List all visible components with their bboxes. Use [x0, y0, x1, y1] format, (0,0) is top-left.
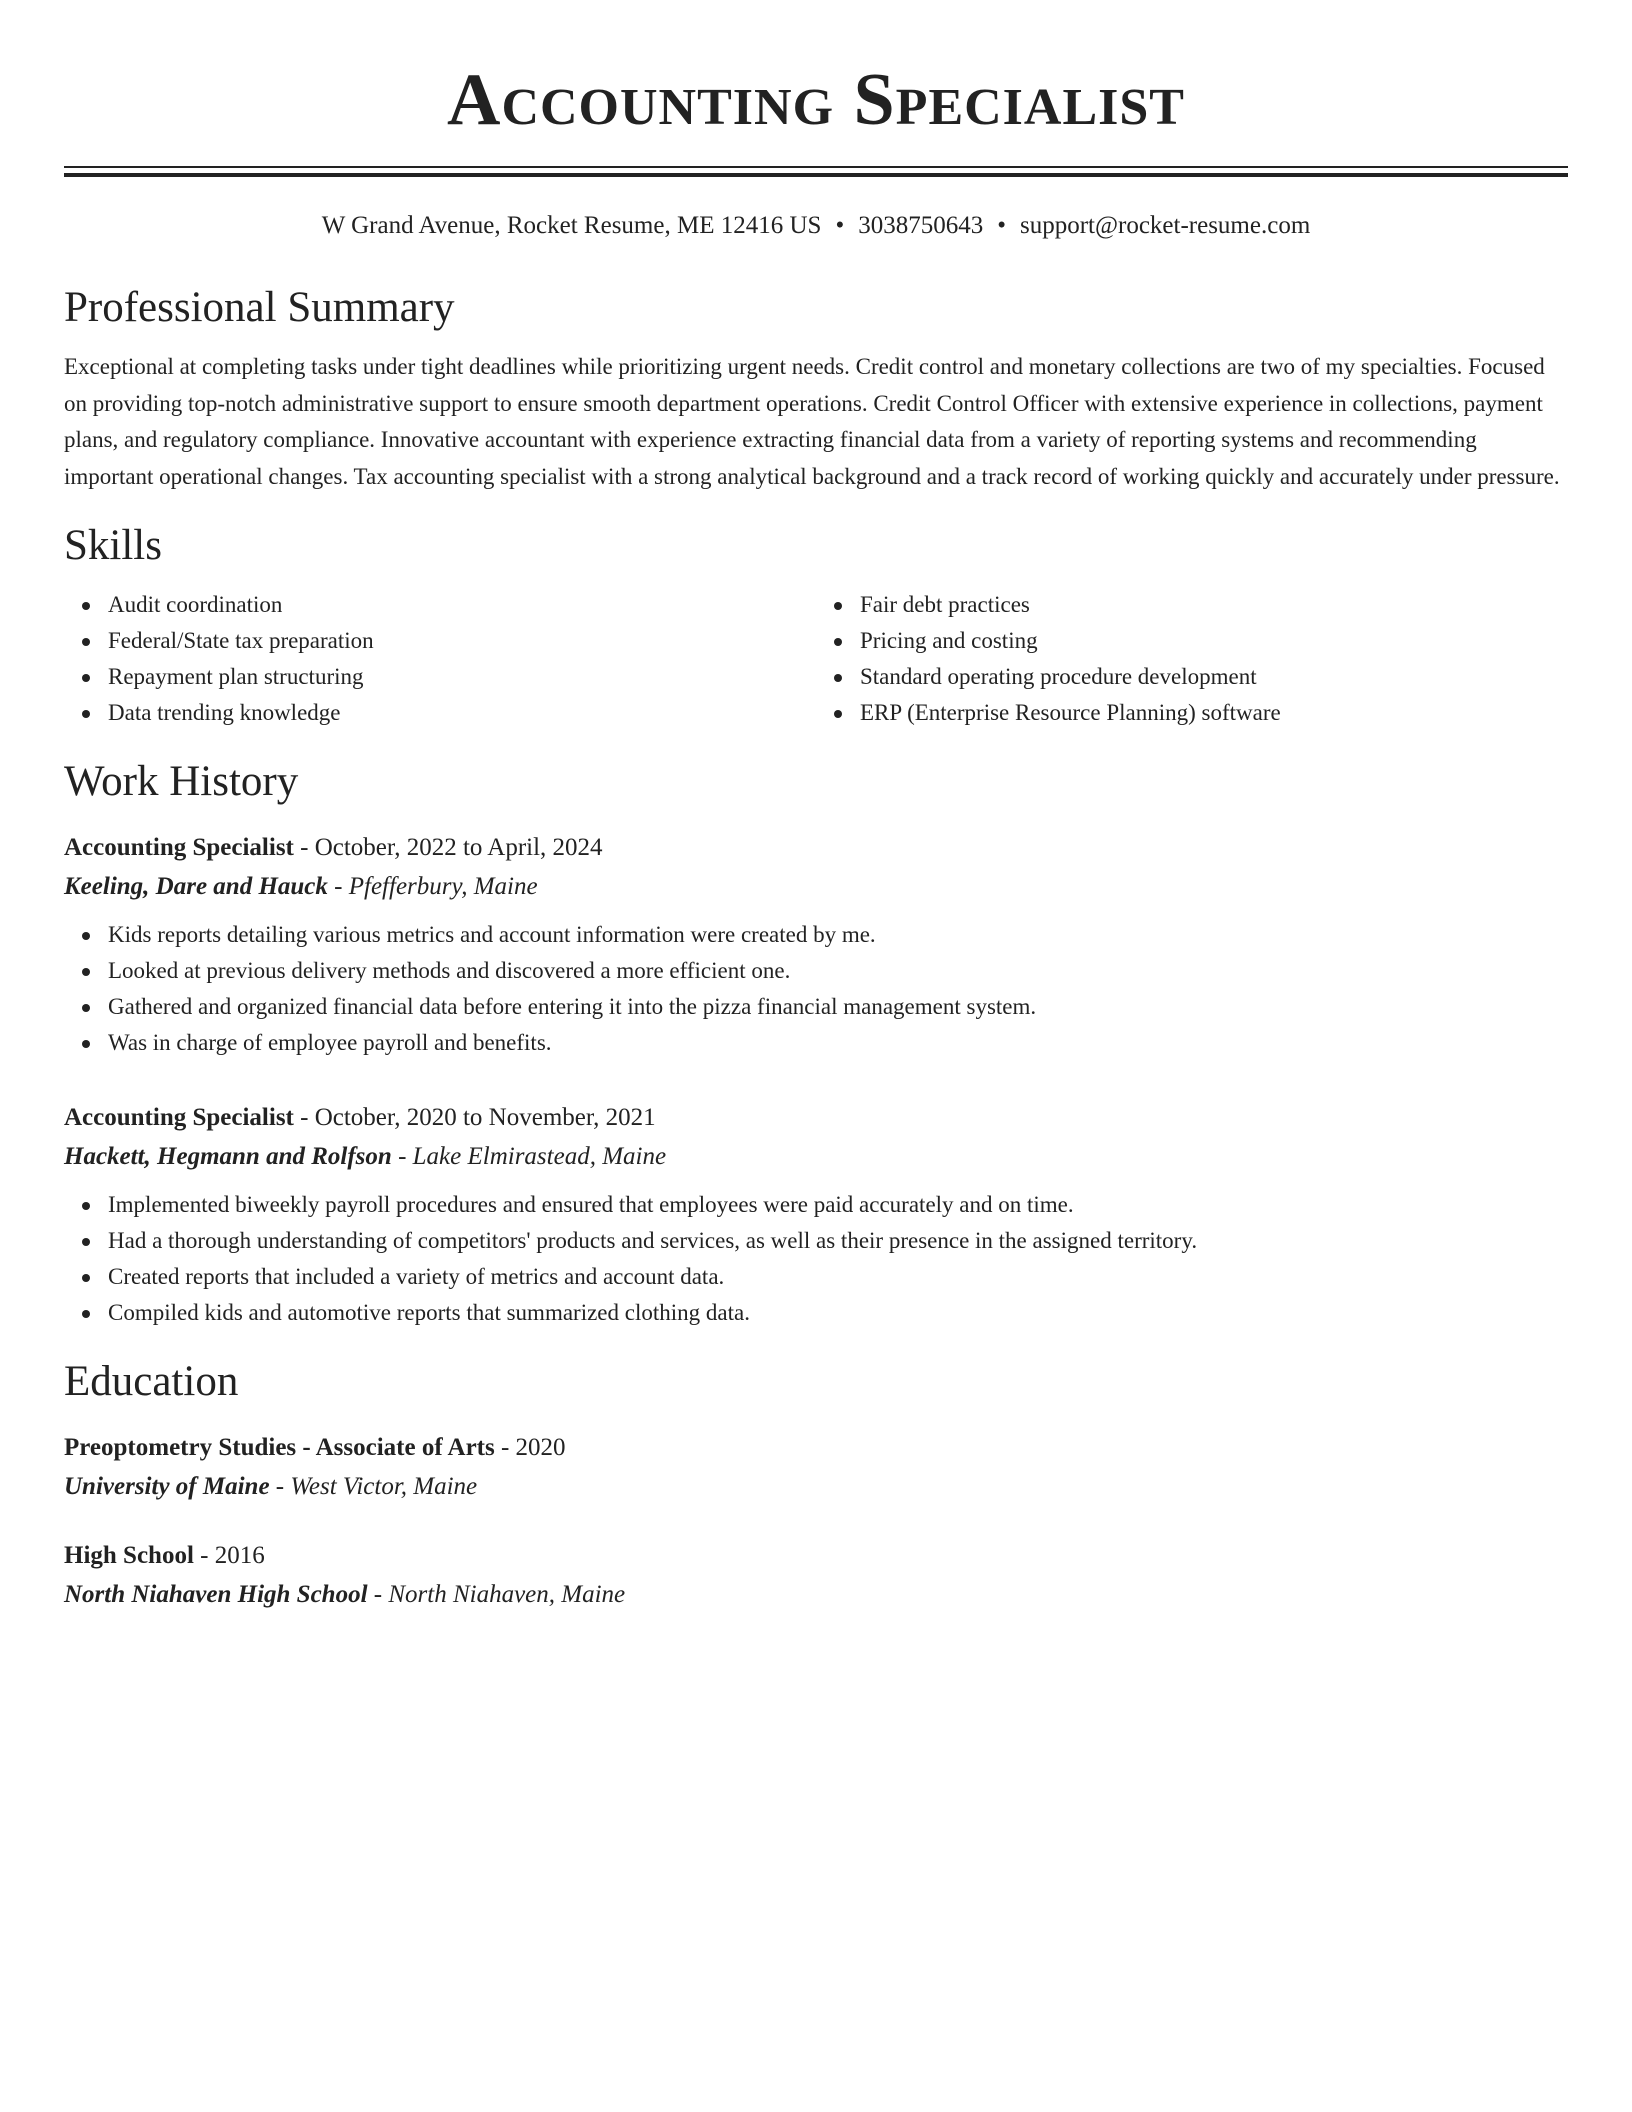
job-bullet: Gathered and organized financial data before entering it into the pizza financial management system.: [108, 989, 1568, 1025]
job-bullet: Was in charge of employee payroll and benefits.: [108, 1025, 1568, 1061]
work-history-heading: Work History: [64, 758, 299, 805]
job-title-line: Accounting Specialist - October, 2020 to November, 2021: [64, 1104, 656, 1131]
skills-list: [64, 587, 1568, 731]
education-degree: High School: [64, 1542, 194, 1569]
job-bullet: Compiled kids and automotive reports that summarized clothing data.: [108, 1295, 1568, 1331]
education-school: University of Maine: [64, 1473, 270, 1500]
job-location: Lake Elmirastead, Maine: [412, 1143, 667, 1170]
job-bullet: Looked at previous delivery methods and discovered a more efficient one.: [108, 953, 1568, 989]
education-school: North Niahaven High School: [64, 1581, 368, 1608]
education-location: North Niahaven, Maine: [388, 1581, 626, 1608]
job-company: Keeling, Dare and Hauck: [64, 873, 328, 900]
summary-text: Exceptional at completing tasks under tight deadlines while prioritizing urgent needs. Credit control and monetary collections are two of my specialties. Focused on providing top-notch administrative support to ensure smooth department operations. Credit Control Officer with extensive experience in collections, payment plans, and regulatory compliance. Innovative accountant with experience extracting financial data from a variety of reporting systems and recommending important operational changes. Tax accounting specialist with a strong analytical background and a track record of working quickly and accurately under pressure.: [64, 354, 1560, 489]
job-company: Hackett, Hegmann and Rolfson: [64, 1143, 392, 1170]
skills-column-left: [64, 587, 816, 731]
job-bullets: [64, 917, 1568, 1061]
job-bullet: Implemented biweekly payroll procedures and ensured that employees were paid accurately and on time.: [108, 1187, 1568, 1223]
skill-item: Standard operating procedure development: [860, 659, 1568, 695]
job-bullet: Created reports that included a variety of metrics and account data.: [108, 1259, 1568, 1295]
job-entry: [64, 829, 1568, 1061]
job-title-line: Accounting Specialist - October, 2022 to April, 2024: [64, 834, 603, 861]
job-bullets: [64, 1187, 1568, 1331]
job-bullet: Had a thorough understanding of competitors' products and services, as well as their presence in the assigned territory.: [108, 1223, 1568, 1259]
education-school-line: North Niahaven High School - North Niahaven, Maine: [64, 1581, 626, 1608]
skill-item: Pricing and costing: [860, 623, 1568, 659]
education-year: 2020: [515, 1434, 566, 1461]
education-degree-line: High School - 2016: [64, 1542, 265, 1569]
education-year: 2016: [214, 1542, 265, 1569]
education-school-line: University of Maine - West Victor, Maine: [64, 1473, 478, 1500]
skills-column-right: [816, 587, 1568, 731]
contact-email: support@rocket-resume.com: [1019, 212, 1311, 239]
skill-item: Fair debt practices: [860, 587, 1568, 623]
job-dates: October, 2022 to April, 2024: [314, 834, 603, 861]
job-company-line: Hackett, Hegmann and Rolfson - Lake Elmirastead, Maine: [64, 1143, 667, 1170]
resume-name: Accounting Specialist: [447, 59, 1185, 141]
contact-separator: •: [997, 212, 1006, 239]
skill-item: Repayment plan structuring: [108, 659, 816, 695]
job-company-line: Keeling, Dare and Hauck - Pfefferbury, Maine: [64, 873, 538, 900]
skills-heading: Skills: [64, 522, 162, 569]
education-entry: [64, 1537, 1568, 1615]
job-bullet: Kids reports detailing various metrics and account information were created by me.: [108, 917, 1568, 953]
contact-address: W Grand Avenue, Rocket Resume, ME 12416 US: [321, 212, 822, 239]
education-degree: Preoptometry Studies - Associate of Arts: [64, 1434, 495, 1461]
job-entry: [64, 1099, 1568, 1331]
skill-item: Audit coordination: [108, 587, 816, 623]
job-location: Pfefferbury, Maine: [348, 873, 538, 900]
contact-phone: 3038750643: [858, 212, 984, 239]
contact-line: [64, 211, 1568, 241]
header-divider: [64, 166, 1568, 177]
education-heading: Education: [64, 1358, 239, 1405]
education-location: West Victor, Maine: [290, 1473, 478, 1500]
skill-item: ERP (Enterprise Resource Planning) software: [860, 695, 1568, 731]
education-degree-line: Preoptometry Studies - Associate of Arts - 2020: [64, 1434, 566, 1461]
job-role: Accounting Specialist: [64, 1104, 294, 1131]
job-role: Accounting Specialist: [64, 834, 294, 861]
skill-item: Federal/State tax preparation: [108, 623, 816, 659]
job-dates: October, 2020 to November, 2021: [314, 1104, 656, 1131]
summary-heading: Professional Summary: [64, 284, 455, 331]
contact-separator: •: [835, 212, 845, 239]
skill-item: Data trending knowledge: [108, 695, 816, 731]
education-entry: [64, 1429, 1568, 1507]
